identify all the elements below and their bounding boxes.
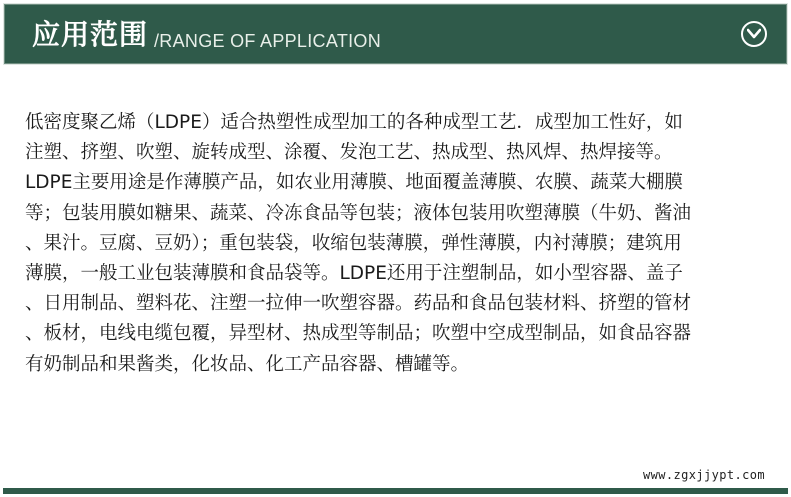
description-line: 低密度聚乙烯（LDPE）适合热塑性成型加工的各种成型工艺．成型加工性好，如 [25, 112, 683, 133]
section-header [3, 3, 788, 65]
description-line: 薄膜，一般工业包装薄膜和食品袋等。LDPE还用于注塑制品，如小型容器、盖子 [25, 263, 683, 285]
section-title: 应用范围 [32, 18, 149, 51]
description-line: 、果汁。豆腐、豆奶）；重包装袋，收缩包装薄膜，弹性薄膜，内衬薄膜；建筑用 [25, 232, 682, 254]
application-description [25, 108, 775, 380]
description-line: 有奶制品和果酱类，化妆品、化工产品容器、槽罐等。 [25, 353, 470, 375]
description-line: 注塑、挤塑、吹塑、旋转成型、涂覆、发泡工艺、热成型、热风焊、热焊接等。 [25, 142, 673, 164]
description-line: 、板材，电线电缆包覆，异型材、热成型等制品；吹塑中空成型制品，如食品容器 [25, 323, 692, 345]
footer-bar [3, 488, 788, 494]
description-line: 等；包装用膜如糖果、蔬菜、冷冻食品等包装；液体包装用吹塑薄膜（牛奶、酱油 [25, 202, 692, 224]
description-line: 、日用制品、塑料花、注塑一拉伸一吹塑容器。药品和食品包装材料、挤塑的管材 [25, 293, 692, 315]
website-watermark: www.zgxjjypt.com [643, 468, 765, 482]
description-line: LDPE主要用途是作薄膜产品，如农业用薄膜、地面覆盖薄膜、农膜、蔬菜大棚膜 [25, 172, 683, 194]
section-subtitle: /RANGE OF APPLICATION [154, 31, 382, 51]
chevron-down-circle-icon[interactable] [741, 21, 767, 47]
